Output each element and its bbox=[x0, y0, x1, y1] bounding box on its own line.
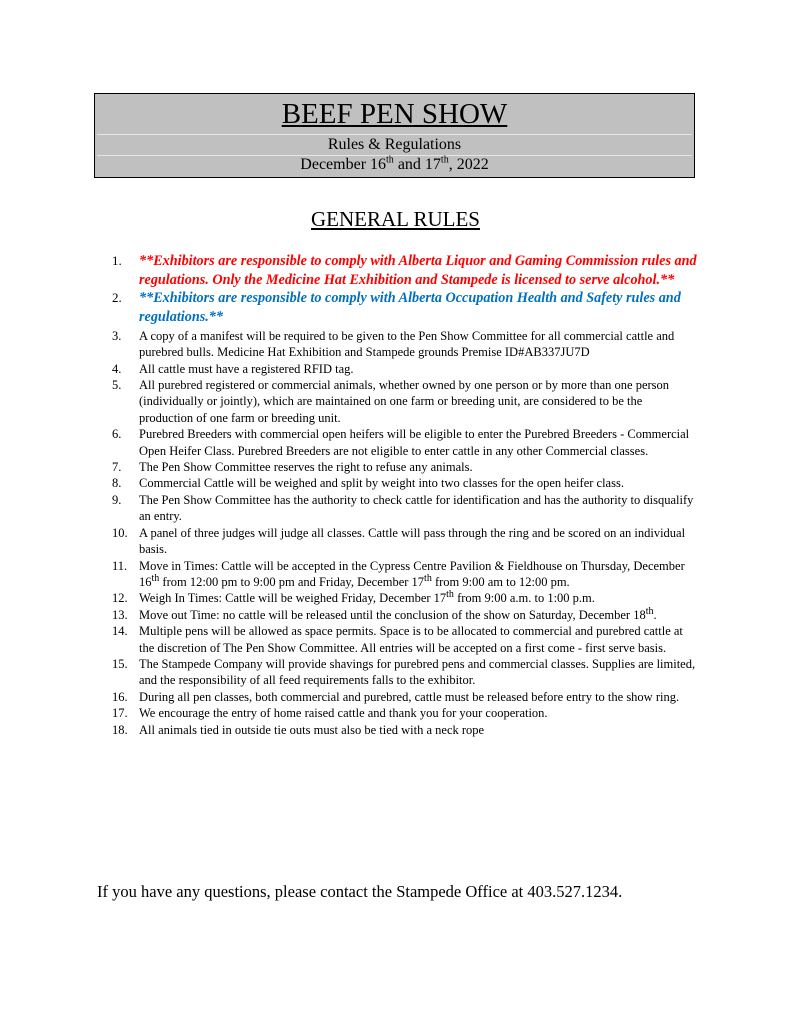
rule-number: 7. bbox=[112, 460, 122, 475]
rule-text: The Stampede Company will provide shavings for purebred pens and commercial classes. Supplies are limited, and the responsibility of all feed requirements falls to the exhibitor. bbox=[139, 656, 696, 688]
rule-text-part: from 9:00 am to 12:00 pm. bbox=[431, 574, 570, 589]
rules-list bbox=[112, 252, 697, 738]
contact-line: If you have any questions, please contact the Stampede Office at 403.527.1234. bbox=[97, 882, 623, 901]
date-ordinal: th bbox=[386, 154, 394, 166]
rule-item-13 bbox=[112, 607, 697, 623]
rule-text: The Pen Show Committee has the authority to check cattle for identification and has the authority to disqualify an entry. bbox=[139, 492, 694, 524]
rule-number: 13. bbox=[112, 607, 128, 622]
rule-item-3 bbox=[112, 328, 697, 361]
rule-item-16 bbox=[112, 689, 697, 705]
rule-text bbox=[139, 559, 685, 589]
rule-item-8 bbox=[112, 475, 697, 491]
rule-text: A panel of three judges will judge all classes. Cattle will pass through the ring and be scored on an individual basis. bbox=[139, 525, 686, 557]
rule-text: **Exhibitors are responsible to comply with Alberta Liquor and Gaming Commission rules and regulations. Only the Medicine Hat Exhibition and Stampede is licensed to serve alcohol.** bbox=[139, 253, 697, 288]
rule-number: 10. bbox=[112, 525, 128, 540]
rule-number: 11. bbox=[112, 558, 128, 573]
rule-text-part: Move in Times: Cattle will be accepted in the Cypress Centre Pavilion & Fieldhouse on Thursday, December 16 bbox=[139, 558, 685, 589]
document-subtitle: Rules & Regulations bbox=[327, 136, 462, 153]
rule-number: 3. bbox=[112, 328, 122, 343]
rule-item-17 bbox=[112, 705, 697, 721]
date-ordinal: th bbox=[446, 589, 454, 601]
rule-text: All cattle must have a registered RFID tag. bbox=[139, 361, 354, 376]
rule-number: 8. bbox=[112, 476, 122, 491]
rule-text: The Pen Show Committee reserves the right to refuse any animals. bbox=[139, 460, 473, 475]
rule-item-6 bbox=[112, 426, 697, 459]
rule-item-10 bbox=[112, 525, 697, 558]
rule-text: Multiple pens will be allowed as space permits. Space is to be allocated to commercial and purebred cattle at the discretion of The Pen Show Committee. All entries will be accepted on a first come - first serve basis. bbox=[139, 624, 683, 655]
date-ordinal: th bbox=[440, 154, 449, 166]
date-ordinal: th bbox=[424, 572, 432, 584]
rule-text-part: Weigh In Times: Cattle will be weighed Friday, December 17 bbox=[139, 591, 447, 606]
rule-item-14 bbox=[112, 623, 697, 656]
rule-number: 4. bbox=[112, 361, 122, 376]
rule-item-11 bbox=[112, 558, 697, 591]
rule-item-5 bbox=[112, 377, 697, 426]
document-title: BEEF PEN SHOW bbox=[281, 98, 508, 130]
rule-number: 17. bbox=[112, 706, 128, 721]
rule-text: We encourage the entry of home raised cattle and thank you for your cooperation. bbox=[139, 706, 548, 721]
rule-item-9 bbox=[112, 492, 697, 525]
rule-number: 15. bbox=[112, 656, 128, 671]
title-banner bbox=[94, 93, 695, 178]
rule-item-1 bbox=[112, 252, 697, 289]
rule-text-part: from 12:00 pm to 9:00 pm and Friday, December 17 bbox=[159, 574, 425, 589]
rule-text: A copy of a manifest will be required to be given to the Pen Show Committee for all commercial cattle and purebred bulls. Medicine Hat Exhibition and Stampede grounds Premise ID#AB337JU7D bbox=[139, 328, 675, 360]
section-heading: GENERAL RULES bbox=[311, 207, 480, 231]
rule-text: Commercial Cattle will be weighed and split by weight into two classes for the open heifer class. bbox=[139, 476, 624, 491]
rule-number: 5. bbox=[112, 378, 122, 393]
rule-item-12 bbox=[112, 590, 697, 606]
rule-number: 12. bbox=[112, 591, 128, 606]
rule-item-2 bbox=[112, 289, 697, 326]
rule-text: All purebred registered or commercial animals, whether owned by one person or by more than one person (individually or jointly), which are maintained on one farm or breeding unit, are considered to be the production of one farm or breeding unit. bbox=[139, 378, 670, 425]
rule-number: 14. bbox=[112, 624, 128, 639]
rule-item-4 bbox=[112, 361, 697, 377]
rule-text: Purebred Breeders with commercial open heifers will be eligible to enter the Purebred Breeders - Commercial Open Heifer Class. Purebred Breeders are not eligible to enter cattle in any other Commercial classes. bbox=[139, 427, 690, 458]
date-ordinal: th bbox=[645, 605, 654, 617]
date-text: , 2022 bbox=[448, 156, 489, 173]
rule-text-part: from 9:00 a.m. to 1:00 p.m. bbox=[453, 591, 595, 606]
rule-number: 16. bbox=[112, 689, 128, 704]
rule-text-part: . bbox=[653, 607, 657, 622]
rule-item-18 bbox=[112, 722, 697, 738]
rule-number: 2. bbox=[112, 290, 122, 306]
date-text: December 16 bbox=[300, 156, 387, 173]
rule-item-7 bbox=[112, 459, 697, 475]
rule-number: 9. bbox=[112, 492, 122, 507]
rule-text bbox=[139, 591, 595, 605]
rule-number: 18. bbox=[112, 722, 128, 737]
date-text: and 17 bbox=[393, 156, 441, 173]
rule-text: **Exhibitors are responsible to comply with Alberta Occupation Health and Safety rules and regulations.** bbox=[139, 290, 681, 326]
rule-number: 6. bbox=[112, 427, 122, 442]
date-ordinal: th bbox=[151, 572, 160, 584]
rule-text-part: Move out Time: no cattle will be released until the conclusion of the show on Saturday, December 18 bbox=[139, 607, 646, 622]
event-dates bbox=[95, 155, 694, 175]
rule-text bbox=[139, 605, 657, 622]
rule-text: All animals tied in outside tie outs must also be tied with a neck rope bbox=[139, 722, 485, 737]
rule-number: 1. bbox=[112, 253, 122, 268]
rule-item-15 bbox=[112, 656, 697, 689]
rule-text: During all pen classes, both commercial and purebred, cattle must be released before entry to the show ring. bbox=[139, 689, 680, 704]
